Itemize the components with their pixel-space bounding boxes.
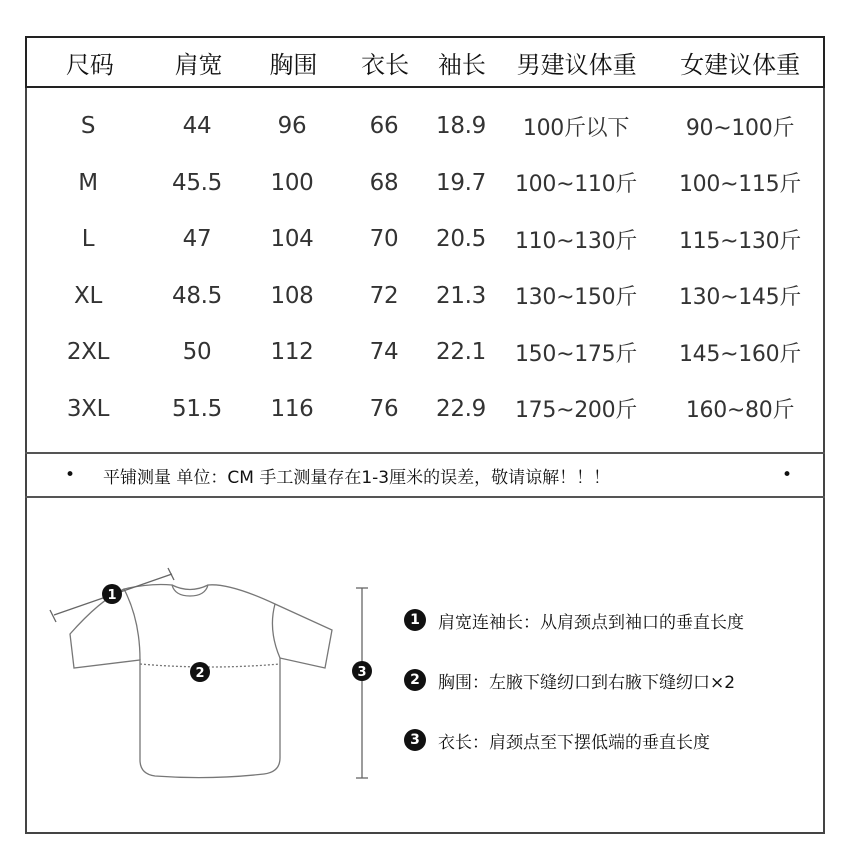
- cell-sleeve: 20.5: [435, 226, 486, 253]
- table-row: [25, 155, 825, 212]
- cell-shoulder: 51.5: [171, 395, 222, 422]
- note-text: 平铺测量 单位：CM 手工测量存在1-3厘米的误差，敬请谅解！！！: [103, 467, 611, 488]
- table-row: [25, 324, 825, 381]
- header-female-weight: 女建议体重: [680, 50, 801, 79]
- marker-1-label: 1: [107, 588, 117, 603]
- cell-male-weight: 100斤以下: [522, 115, 630, 141]
- table-row: [25, 211, 825, 268]
- legend-text: 衣长：肩颈点至下摆低端的垂直长度: [438, 732, 710, 753]
- marker-3-icon: [352, 661, 372, 681]
- number-2-icon: 2: [404, 669, 426, 691]
- cell-male-weight: 100~110斤: [514, 172, 638, 198]
- cell-male-weight: 110~130斤: [514, 228, 638, 254]
- cell-shoulder: 44: [182, 113, 212, 140]
- cell-female-weight: 145~160斤: [678, 341, 802, 367]
- cell-chest: 108: [270, 282, 314, 309]
- cell-chest: 100: [270, 169, 314, 196]
- header-chest: 胸围: [269, 50, 318, 79]
- cell-female-weight: 90~100斤: [685, 115, 795, 141]
- tshirt-measurement-diagram: [40, 560, 440, 800]
- cell-chest: 104: [270, 226, 314, 253]
- cell-size: L: [81, 226, 95, 253]
- table-header: [25, 36, 825, 88]
- header-shoulder: 肩宽: [174, 50, 223, 79]
- cell-sleeve: 19.7: [435, 169, 486, 196]
- cell-size: 3XL: [66, 395, 110, 422]
- cell-shoulder: 45.5: [171, 169, 222, 196]
- cell-sleeve: 18.9: [435, 113, 486, 140]
- cell-female-weight: 130~145斤: [678, 285, 802, 311]
- marker-2-icon: [190, 662, 210, 682]
- table-row: [25, 268, 825, 325]
- cell-chest: 112: [270, 339, 314, 366]
- divider-top: [25, 452, 825, 454]
- cell-length: 76: [369, 395, 399, 422]
- cell-male-weight: 175~200斤: [514, 398, 638, 424]
- cell-male-weight: 130~150斤: [514, 285, 638, 311]
- cell-male-weight: 150~175斤: [514, 341, 638, 367]
- cell-female-weight: 160~80斤: [685, 398, 795, 424]
- cell-sleeve: 22.1: [435, 339, 486, 366]
- header-sleeve: 袖长: [437, 50, 486, 79]
- legend-item: [404, 710, 824, 770]
- cell-shoulder: 50: [182, 339, 212, 366]
- cell-size: S: [80, 113, 96, 140]
- measurement-legend: [404, 590, 824, 770]
- table-body: [25, 98, 825, 437]
- header-male-weight: 男建议体重: [516, 50, 637, 79]
- cell-sleeve: 22.9: [435, 395, 486, 422]
- cell-length: 72: [369, 282, 399, 309]
- cell-chest: 96: [277, 113, 307, 140]
- measurement-note: [25, 455, 825, 495]
- cell-size: M: [78, 169, 98, 196]
- cell-length: 66: [369, 113, 399, 140]
- cell-shoulder: 47: [182, 226, 212, 253]
- length-measure-line: [356, 588, 368, 778]
- cell-size: 2XL: [66, 339, 110, 366]
- legend-text: 胸围：左腋下缝纫口到右腋下缝纫口×2: [438, 672, 736, 693]
- table-row: [25, 381, 825, 438]
- header-size: 尺码: [65, 50, 114, 79]
- note-bullet: •: [782, 465, 793, 485]
- legend-item: [404, 650, 824, 710]
- marker-3-label: 3: [357, 665, 367, 680]
- note-bullet: •: [65, 465, 76, 485]
- number-3-icon: 3: [404, 729, 426, 751]
- header-length: 衣长: [361, 50, 410, 79]
- divider-bottom: [25, 496, 825, 498]
- cell-length: 70: [369, 226, 399, 253]
- legend-text: 肩宽连袖长：从肩颈点到袖口的垂直长度: [438, 612, 744, 633]
- cell-female-weight: 115~130斤: [678, 228, 802, 254]
- cell-length: 68: [369, 169, 399, 196]
- table-row: [25, 98, 825, 155]
- cell-female-weight: 100~115斤: [678, 172, 802, 198]
- number-1-icon: 1: [404, 609, 426, 631]
- cell-shoulder: 48.5: [171, 282, 222, 309]
- cell-size: XL: [74, 282, 102, 309]
- cell-chest: 116: [270, 395, 314, 422]
- cell-sleeve: 21.3: [435, 282, 486, 309]
- marker-1-icon: [102, 584, 122, 604]
- legend-item: [404, 590, 824, 650]
- marker-2-label: 2: [195, 666, 205, 681]
- cell-length: 74: [369, 339, 399, 366]
